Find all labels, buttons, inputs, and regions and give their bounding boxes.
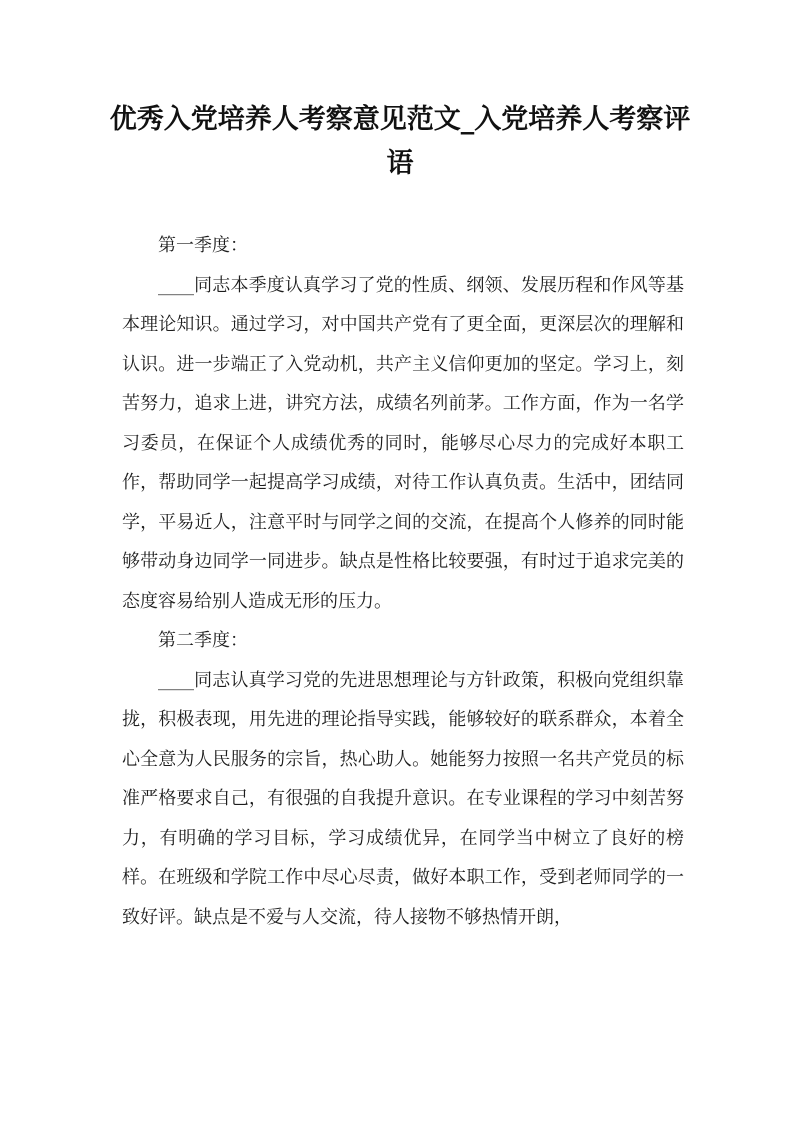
paragraph-q2: ____同志认真学习党的先进思想理论与方针政策，积极向党组织靠拢，积极表现，用先进的理论指导实践，能够较好的联系群众，本着全心全意为人民服务的宗旨，热心助人。她能努力按照一名共产党员的标准严格要求自己，有很强的自我提升意识。在专业课程的学习中刻苦努力，有明确的学习目标，学习成绩优异，在同学当中树立了良好的榜样。在班级和学院工作中尽心尽责，做好本职工作，受到老师同学的一致好评。缺点是不爱与人交流，待人接物不够热情开朗， — [122, 669, 684, 928]
paragraph-q1: ____同志本季度认真学习了党的性质、纲领、发展历程和作风等基本理论知识。通过学习，对中国共产党有了更全面，更深层次的理解和认识。进一步端正了入党动机，共产主义信仰更加的坚定。学习上，刻苦努力，追求上进，讲究方法，成绩名列前茅。工作方面，作为一名学习委员，在保证个人成绩优秀的同时，能够尽心尽力的完成好本职工作，帮助同学一起提高学习成绩，对待工作认真负责。生活中，团结同学，平易近人，注意平时与同学之间的交流，在提高个人修养的同时能够带动身边同学一同进步。缺点是性格比较要强，有时过于追求完美的态度容易给别人造成无形的压力。 — [122, 274, 684, 612]
section-heading-q1: 第一季度： — [158, 235, 248, 256]
section-heading-q2: 第二季度： — [158, 630, 248, 651]
document-body — [122, 226, 684, 937]
document-title: 优秀入党培养人考察意见范文_入党培养人考察评语 — [109, 104, 691, 179]
